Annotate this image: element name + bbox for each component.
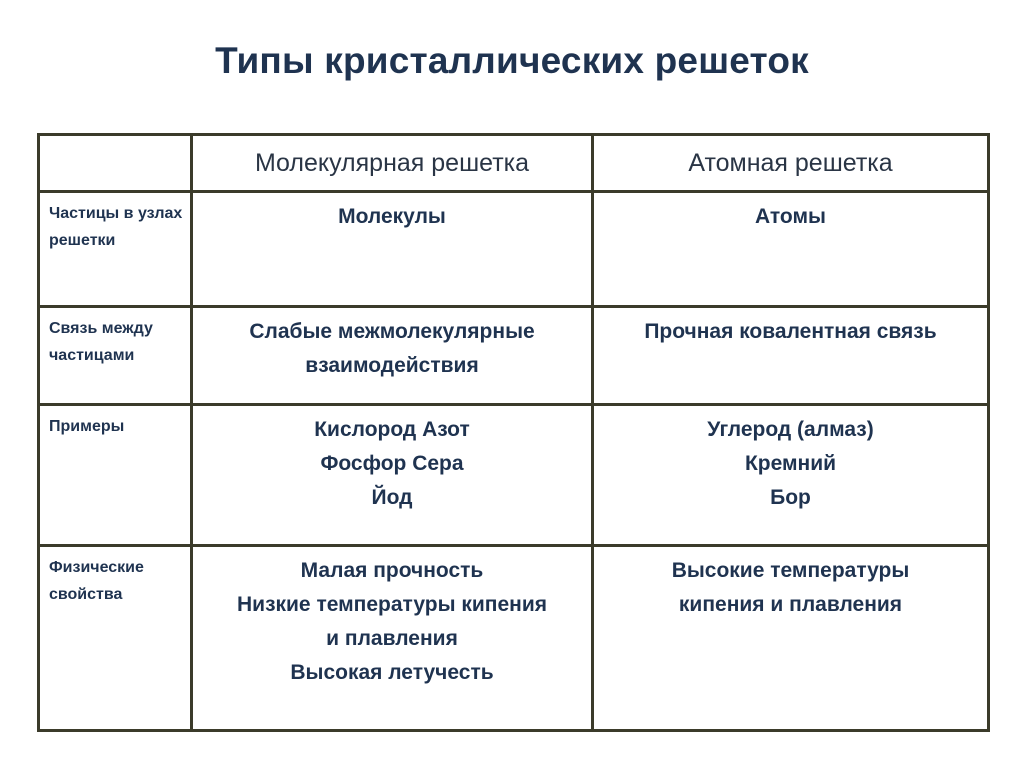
- table-row: [39, 192, 989, 307]
- cell-line: Молекулы: [338, 205, 446, 228]
- cell-line: кипения и плавления: [678, 593, 903, 616]
- molecular-examples-cell: [192, 405, 593, 546]
- examples-pair: [193, 413, 591, 447]
- cell-line: Слабые межмолекулярные: [249, 320, 535, 343]
- table-row: [39, 546, 989, 731]
- example-item: Йод: [371, 486, 413, 509]
- example-item: Азот: [422, 418, 470, 441]
- atomic-examples-cell: [593, 405, 989, 546]
- row-label-particles: Частицы в узлах решетки: [39, 192, 192, 307]
- table-row: [39, 405, 989, 546]
- header-atomic-lattice: Атомная решетка: [593, 135, 989, 192]
- cell-line: Углерод (алмаз): [707, 418, 874, 441]
- example-item: Фосфор: [320, 452, 407, 475]
- cell-line: Малая прочность: [300, 559, 484, 582]
- cell-line: Высокая летучесть: [290, 661, 494, 684]
- cell-line: Бор: [770, 486, 811, 509]
- molecular-properties-cell: [192, 546, 593, 731]
- row-label-bond: Связь между частицами: [39, 307, 192, 405]
- cell-line: взаимодействия: [305, 354, 479, 377]
- crystal-lattice-table: [37, 133, 990, 732]
- header-corner-cell: [39, 135, 192, 192]
- molecular-particles-cell: [192, 192, 593, 307]
- row-label-physical-properties: Физические свойства: [39, 546, 192, 731]
- cell-line: Прочная ковалентная связь: [644, 320, 937, 343]
- cell-line: Низкие температуры кипения: [237, 593, 547, 616]
- cell-line: и плавления: [326, 627, 458, 650]
- molecular-bond-cell: [192, 307, 593, 405]
- atomic-particles-cell: [593, 192, 989, 307]
- row-label-examples: Примеры: [39, 405, 192, 546]
- slide-title: Типы кристаллических решеток: [215, 40, 809, 81]
- atomic-bond-cell: [593, 307, 989, 405]
- cell-line: Высокие температуры: [671, 559, 910, 582]
- header-molecular-lattice: Молекулярная решетка: [192, 135, 593, 192]
- atomic-properties-cell: [593, 546, 989, 731]
- example-item: Кислород: [314, 418, 417, 441]
- cell-line: Атомы: [755, 205, 826, 228]
- examples-pair: [193, 447, 591, 481]
- table-header-row: [39, 135, 989, 192]
- example-item: Сера: [412, 452, 464, 475]
- cell-line: Кремний: [744, 452, 837, 475]
- table-row: [39, 307, 989, 405]
